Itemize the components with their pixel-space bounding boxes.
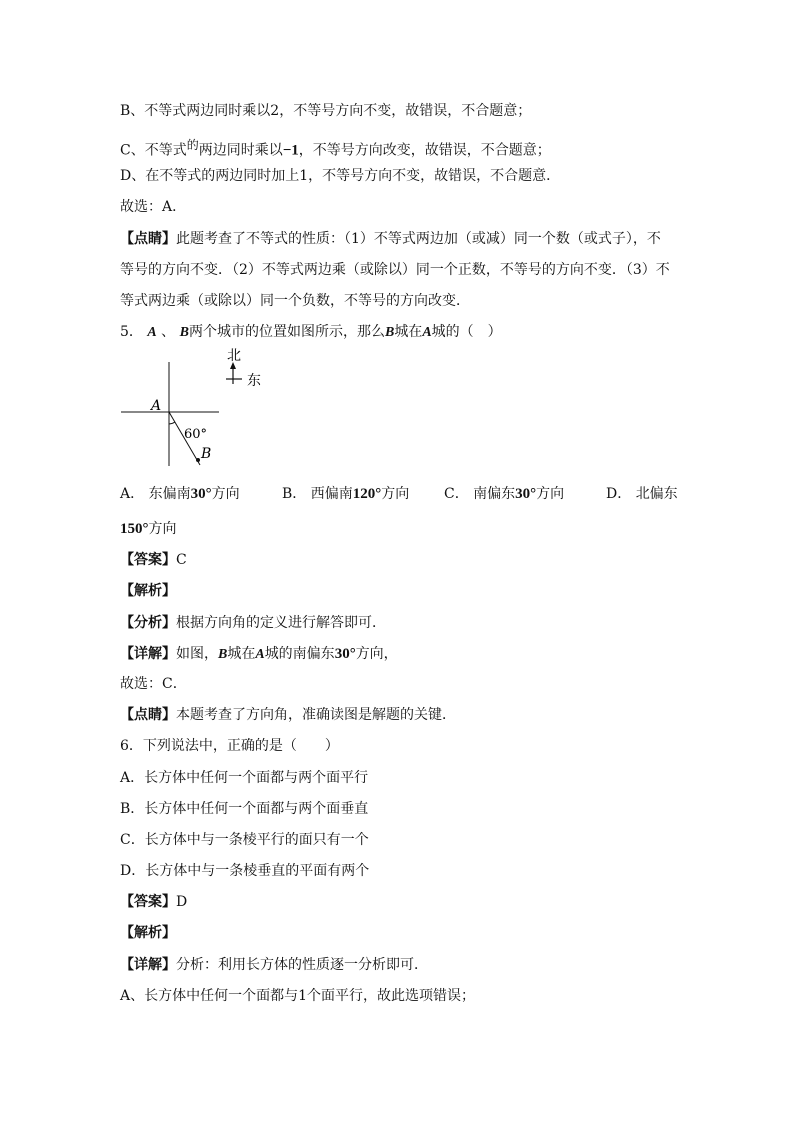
q4-option-c-analysis: C、不等式$^的$两边同时乘以−1，不等号方向改变，故错误，不合题意； (120, 138, 551, 159)
q4-choose: 故选：A． (120, 199, 187, 215)
q6-option-a[interactable]: A．长方体中任何一个面都与两个面平行 (120, 770, 369, 786)
q5-analysis-tag: 【解析】 (120, 583, 176, 599)
compass-north-label: 北 (227, 348, 241, 364)
q4-comment-line2: 等号的方向不变．（2）不等式两边乘（或除以）同一个正数，不等号的方向不变．（3）不 (120, 262, 670, 278)
q6-answer: 【答案】D (120, 894, 188, 910)
q6-analysis-tag: 【解析】 (120, 925, 176, 941)
angle-label: 60° (184, 427, 208, 442)
q6-stem: 6．下列说法中，正确的是（ ） (120, 738, 339, 754)
label-a: A (151, 398, 162, 414)
label-b: B (201, 446, 212, 462)
q5-choose: 故选：C． (120, 676, 187, 692)
q6-option-b[interactable]: B．长方体中任何一个面都与两个面垂直 (120, 801, 369, 817)
q5-fenxi: 【分析】根据方向角的定义进行解答即可． (120, 615, 386, 631)
point-b (196, 458, 200, 462)
q4-comment-line3: 等式两边乘（或除以）同一个负数，不等号的方向改变． (120, 293, 470, 309)
q5-option-d[interactable]: D． 北偏东 (606, 486, 678, 502)
q4-option-b-analysis: B、不等式两边同时乘以2，不等号方向不变，故错误，不合题意； (120, 103, 532, 119)
q5-option-b[interactable]: B． 西偏南120°方向 (282, 486, 410, 502)
q6-option-c[interactable]: C．长方体中与一条棱平行的面只有一个 (120, 832, 369, 848)
q5-option-d-cont: 150°方向 (120, 521, 177, 537)
q5-option-c[interactable]: C． 南偏东30°方向 (444, 486, 565, 502)
q5-detail: 【详解】如图，B城在A城的南偏东30°方向， (120, 646, 398, 662)
direction-figure (115, 342, 275, 472)
q5-option-a[interactable]: A． 东偏南30°方向 (120, 486, 240, 502)
q6-option-d[interactable]: D．长方体中与一条棱垂直的平面有两个 (120, 863, 370, 879)
angle-arc (169, 422, 175, 424)
q6-detail: 【详解】分析：利用长方体的性质逐一分析即可． (120, 957, 428, 973)
q5-stem: 5． A 、 B两个城市的位置如图所示，那么B城在A城的（ ） (120, 324, 502, 340)
q4-option-d-analysis: D、在不等式的两边同时加上1，不等号方向不变，故错误，不合题意． (120, 168, 561, 184)
q5-answer: 【答案】C (120, 552, 187, 568)
compass-east-label: 东 (247, 373, 261, 389)
q6-option-a-analysis: A、长方体中任何一个面都与1个面平行，故此选项错误； (120, 988, 476, 1004)
q5-comment: 【点睛】本题考查了方向角，准确读图是解题的关键． (120, 707, 456, 723)
q4-comment: 【点睛】此题考查了不等式的性质：（1）不等式两边加（或减）同一个数（或式子），不 (120, 231, 661, 247)
